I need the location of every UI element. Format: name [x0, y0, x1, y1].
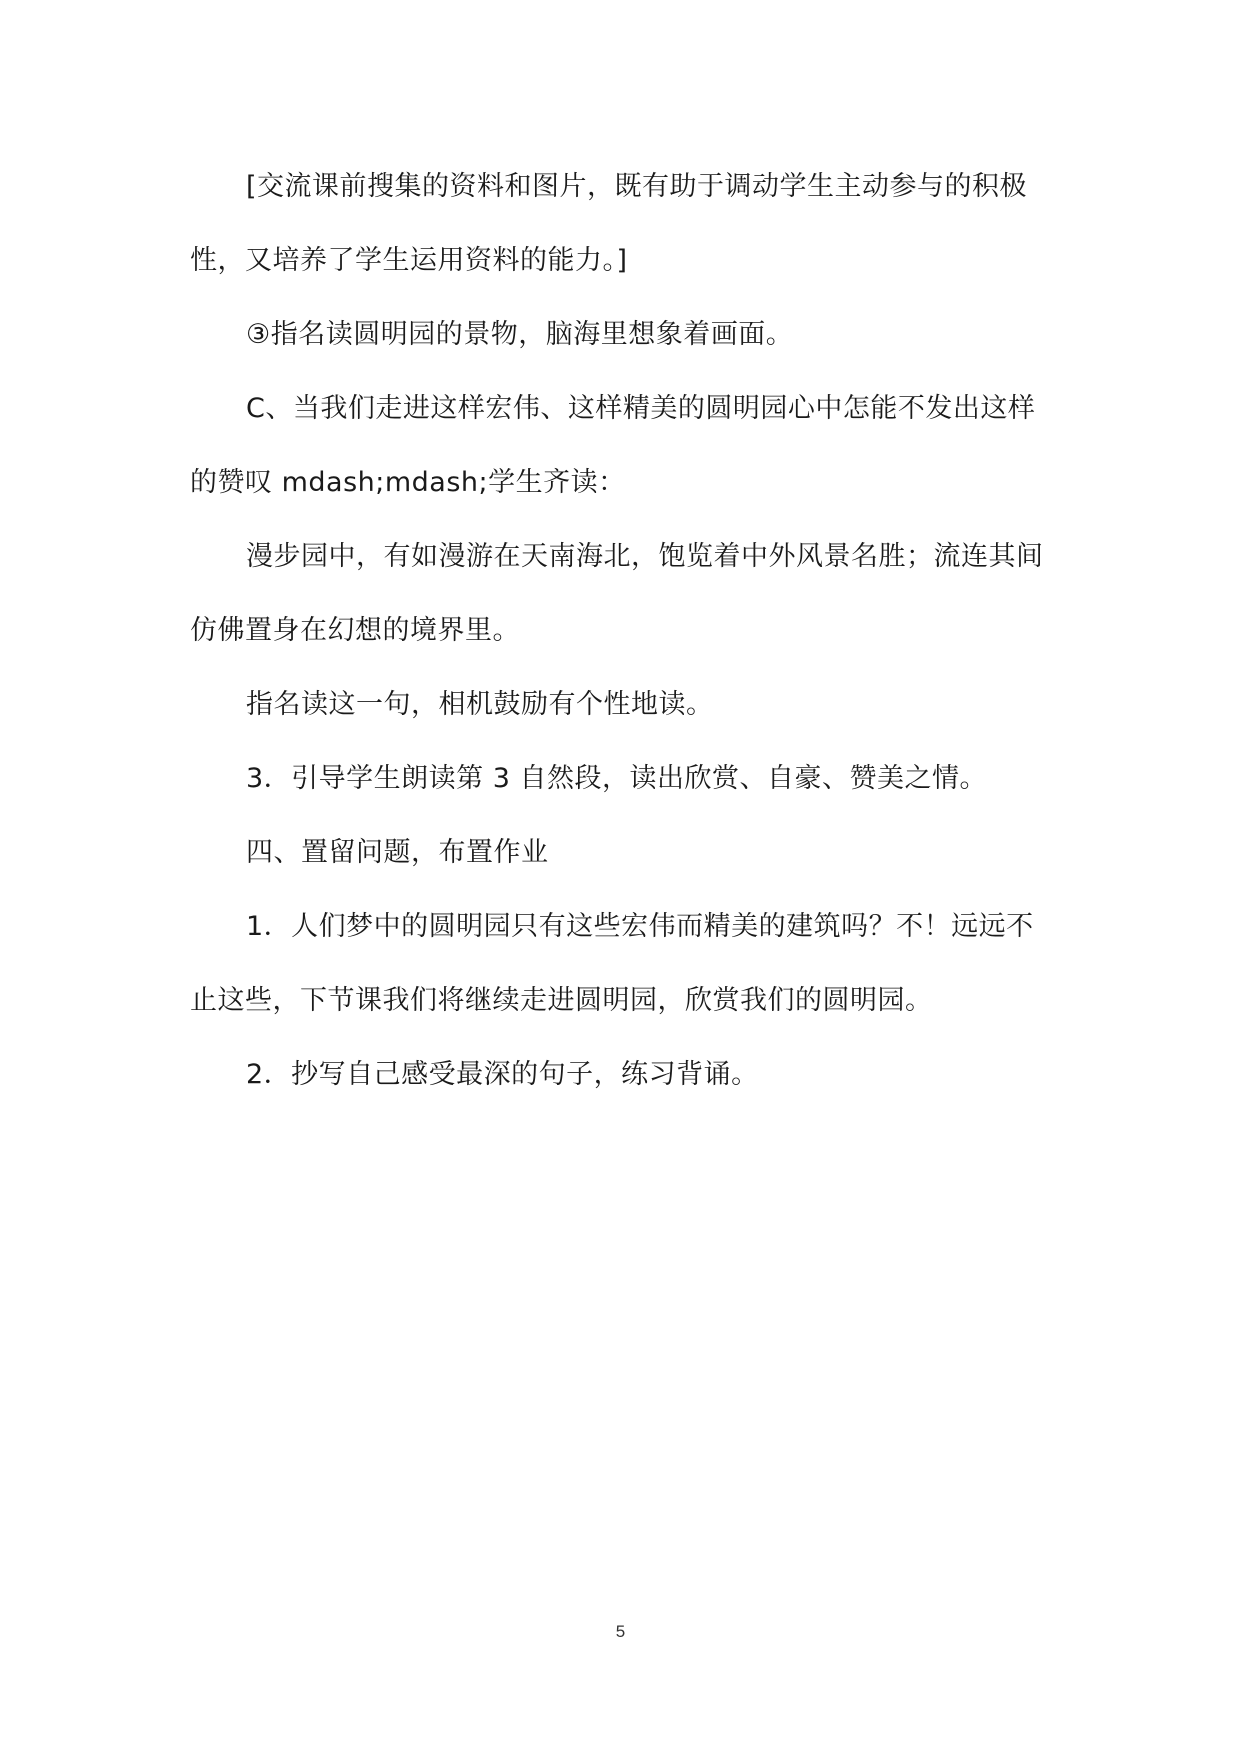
section-heading-homework: 四、置留问题，布置作业: [246, 837, 549, 868]
paragraph-homework-2: 2．抄写自己感受最深的句子，练习背诵。: [246, 1059, 759, 1090]
paragraph-homework-1: 1．人们梦中的圆明园只有这些宏伟而精美的建筑吗？不！远远不止这些，下节课我们将继续走进圆明园，欣赏我们的圆明园。: [190, 911, 1034, 1016]
paragraph-step-c: C、当我们走进这样宏伟、这样精美的圆明园心中怎能不发出这样的赞叹 mdash;mdash;学生齐读：: [190, 393, 1036, 498]
document-body: [190, 150, 1052, 1112]
paragraph-read-scenery: ③指名读圆明园的景物，脑海里想象着画面。: [246, 319, 794, 350]
paragraph-quote: 漫步园中，有如漫游在天南海北，饱览着中外风景名胜；流连其间仿佛置身在幻想的境界里。: [190, 541, 1044, 646]
paragraph-step-3: 3．引导学生朗读第 3 自然段，读出欣赏、自豪、赞美之情。: [246, 763, 988, 794]
page-number: 5: [615, 1622, 626, 1641]
paragraph-read-sentence: 指名读这一句，相机鼓励有个性地读。: [246, 689, 714, 720]
paragraph-annotation: [交流课前搜集的资料和图片，既有助于调动学生主动参与的积极性，又培养了学生运用资料的能力。]: [190, 171, 1028, 276]
